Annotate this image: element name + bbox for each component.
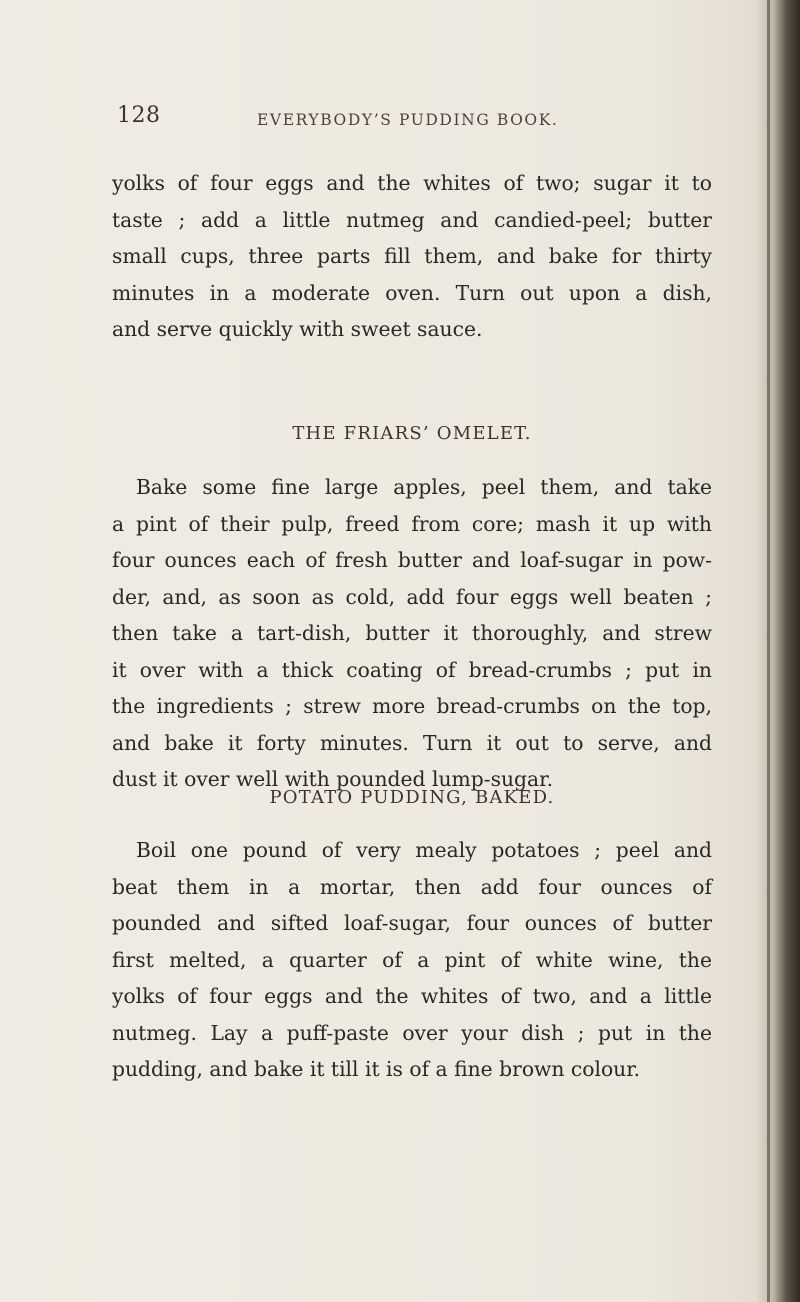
text-line: beat them in a mortar, then add four ounces of <box>112 874 712 899</box>
text-line: four ounces each of fresh butter and loaf-sugar in pow- <box>112 548 712 572</box>
recipe-paragraph-friars-omelet <box>112 469 712 798</box>
recipe-heading-friars-omelet: THE FRIARS’ OMELET. <box>292 423 532 444</box>
running-head: EVERYBODY’S PUDDING BOOK. <box>257 111 559 129</box>
text-line: Boil one pound of very mealy potatoes ; peel and <box>136 838 712 862</box>
text-line: der, and, as soon as cold, add four eggs well beaten ; <box>112 584 712 609</box>
text-line: yolks of four eggs and the whites of two, and a little <box>112 984 712 1008</box>
text-line: taste ; add a little nutmeg and candied-peel; butter <box>112 207 712 232</box>
page-binding-shadow <box>756 0 800 1302</box>
text-line: dust it over well with pounded lump-sugar. <box>112 767 554 791</box>
page-number: 128 <box>117 103 161 128</box>
text-line: and serve quickly with sweet sauce. <box>112 317 483 341</box>
text-line: and bake it forty minutes. Turn it out to serve, and <box>112 730 712 755</box>
text-line: the ingredients ; strew more bread-crumbs on the top, <box>112 694 712 718</box>
recipe-paragraph-potato-pudding <box>112 832 712 1088</box>
text-line: first melted, a quarter of a pint of white wine, the <box>112 947 712 972</box>
text-line: pounded and sifted loaf-sugar, four ounces of butter <box>112 911 712 935</box>
text-line: then take a tart-dish, butter it thoroughly, and strew <box>112 621 712 645</box>
continuation-paragraph <box>112 165 712 348</box>
text-line: it over with a thick coating of bread-crumbs ; put in <box>112 657 712 682</box>
text-line: nutmeg. Lay a puff-paste over your dish ; put in the <box>112 1020 712 1045</box>
text-line: a pint of their pulp, freed from core; mash it up with <box>112 511 712 536</box>
text-line: small cups, three parts fill them, and bake for thirty <box>112 244 712 268</box>
page-header <box>117 103 697 143</box>
text-line: Bake some fine large apples, peel them, and take <box>136 475 712 499</box>
recipe-heading-potato-pudding: POTATO PUDDING, BAKED. <box>269 787 555 808</box>
text-line: pudding, and bake it till it is of a fine brown colour. <box>112 1057 641 1081</box>
text-line: yolks of four eggs and the whites of two; sugar it to <box>112 171 712 195</box>
text-line: minutes in a moderate oven. Turn out upon a dish, <box>112 280 712 305</box>
page-binding-edge <box>767 0 770 1302</box>
